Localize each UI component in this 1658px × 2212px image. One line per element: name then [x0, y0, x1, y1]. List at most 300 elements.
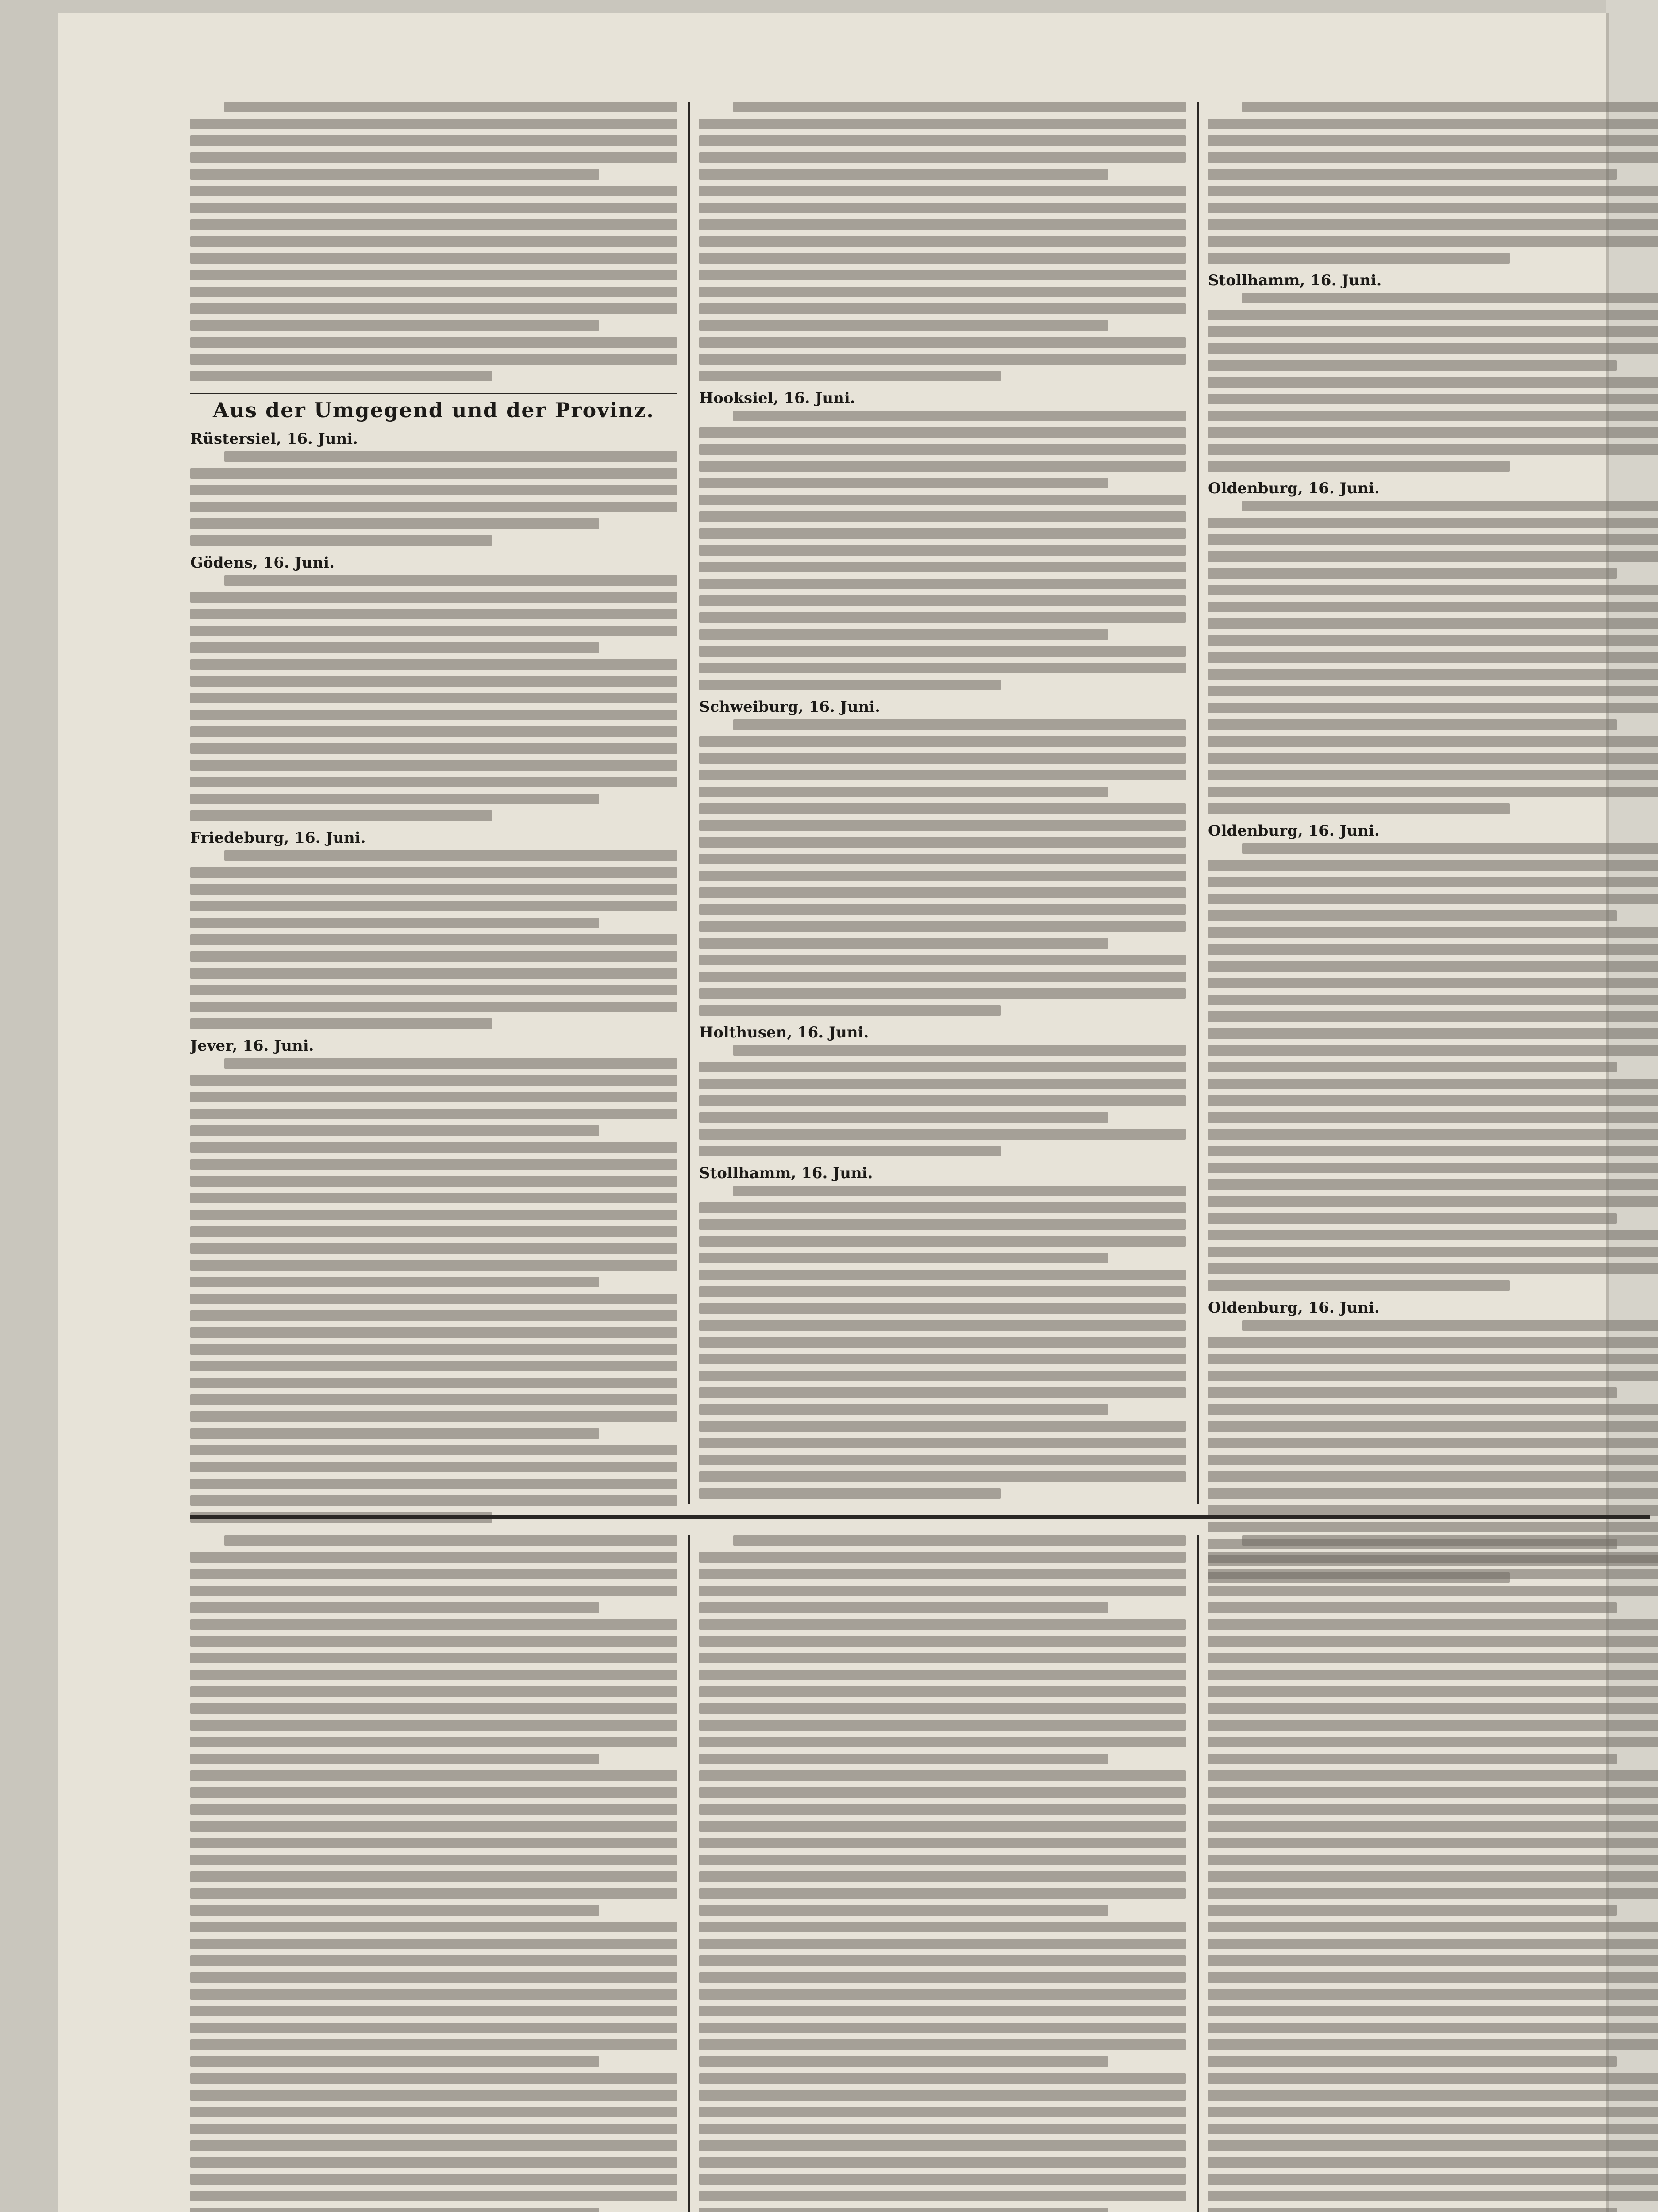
text-line-placeholder — [190, 2023, 677, 2033]
text-line-placeholder — [699, 169, 1108, 180]
text-line-placeholder — [699, 1602, 1108, 1613]
text-line-placeholder — [1208, 186, 1658, 196]
text-line-placeholder — [733, 1186, 1186, 1196]
text-line-placeholder — [1208, 1505, 1658, 1516]
text-line-placeholder — [699, 461, 1186, 472]
text-line-placeholder — [1208, 1787, 1658, 1798]
text-line-placeholder — [1208, 2107, 1658, 2117]
text-line-placeholder — [190, 152, 677, 163]
text-line-placeholder — [699, 2157, 1186, 2168]
text-line-placeholder — [190, 169, 599, 180]
text-line-placeholder — [1208, 1888, 1658, 1899]
text-line-placeholder — [224, 102, 677, 112]
text-line-placeholder — [699, 562, 1186, 572]
text-line-placeholder — [699, 2191, 1186, 2201]
text-line-placeholder — [699, 253, 1186, 264]
text-line-placeholder — [1208, 585, 1658, 595]
text-line-placeholder — [699, 511, 1186, 522]
dateline: Hooksiel, 16. Juni. — [699, 389, 855, 407]
text-line-placeholder — [190, 985, 677, 995]
text-line-placeholder — [224, 850, 677, 861]
text-line-placeholder — [224, 1058, 677, 1069]
dateline: Holthusen, 16. Juni. — [699, 1024, 869, 1041]
text-line-placeholder — [699, 495, 1186, 505]
text-line-placeholder — [1208, 602, 1658, 612]
text-line-placeholder — [699, 303, 1186, 314]
column-left — [190, 102, 677, 1531]
text-line-placeholder — [699, 1939, 1186, 1949]
dateline: Oldenburg, 16. Juni. — [1208, 1299, 1380, 1317]
text-line-placeholder — [190, 1125, 599, 1136]
text-line-placeholder — [190, 1737, 677, 1747]
text-line-placeholder — [699, 1871, 1186, 1882]
section-divider — [190, 393, 677, 394]
text-line-placeholder — [1208, 1955, 1658, 1966]
article-text-block — [190, 1058, 677, 1523]
text-line-placeholder — [1208, 135, 1658, 146]
text-line-placeholder — [190, 794, 599, 804]
text-line-placeholder — [190, 1955, 677, 1966]
text-line-placeholder — [1208, 1905, 1617, 1916]
text-line-placeholder — [1208, 1653, 1658, 1663]
text-line-placeholder — [733, 102, 1186, 112]
text-line-placeholder — [1208, 326, 1658, 337]
text-line-placeholder — [1208, 686, 1658, 696]
text-line-placeholder — [1208, 1686, 1658, 1697]
text-line-placeholder — [190, 951, 677, 962]
text-line-placeholder — [1208, 219, 1658, 230]
text-line-placeholder — [699, 337, 1186, 348]
text-line-placeholder — [190, 253, 677, 264]
column-middle — [699, 102, 1186, 1507]
text-line-placeholder — [190, 1344, 677, 1355]
text-line-placeholder — [1208, 2174, 1658, 2185]
text-line-placeholder — [1208, 444, 1658, 455]
text-line-placeholder — [699, 1905, 1108, 1916]
text-line-placeholder — [699, 770, 1186, 780]
text-line-placeholder — [190, 1754, 599, 1764]
text-line-placeholder — [190, 1394, 677, 1405]
text-line-placeholder — [1208, 860, 1658, 871]
text-line-placeholder — [1208, 1129, 1658, 1140]
article-text-block — [699, 719, 1186, 1016]
text-line-placeholder — [190, 2073, 677, 2084]
text-line-placeholder — [699, 528, 1186, 539]
text-line-placeholder — [190, 777, 677, 787]
text-line-placeholder — [1208, 360, 1617, 371]
text-line-placeholder — [190, 485, 677, 495]
dateline: Stollhamm, 16. Juni. — [699, 1164, 873, 1182]
text-line-placeholder — [699, 837, 1186, 848]
text-line-placeholder — [190, 1142, 677, 1153]
text-line-placeholder — [1208, 411, 1658, 421]
text-line-placeholder — [190, 320, 599, 331]
text-line-placeholder — [1208, 1602, 1617, 1613]
text-line-placeholder — [699, 904, 1186, 915]
text-line-placeholder — [1208, 394, 1658, 404]
text-line-placeholder — [1208, 961, 1658, 972]
text-line-placeholder — [190, 1905, 599, 1916]
text-line-placeholder — [190, 918, 599, 928]
text-line-placeholder — [1208, 1586, 1658, 1596]
text-line-placeholder — [190, 1552, 677, 1563]
text-line-placeholder — [190, 1075, 677, 1086]
text-line-placeholder — [699, 1471, 1186, 1482]
text-line-placeholder — [1208, 2157, 1658, 2168]
text-line-placeholder — [699, 444, 1186, 455]
text-line-placeholder — [1208, 1146, 1658, 1156]
newspaper-page — [58, 13, 1606, 2212]
text-line-placeholder — [699, 1787, 1186, 1798]
text-line-placeholder — [1242, 1320, 1658, 1331]
text-line-placeholder — [699, 2023, 1186, 2033]
text-line-placeholder — [699, 1253, 1108, 1263]
text-line-placeholder — [190, 743, 677, 754]
text-line-placeholder — [190, 1109, 677, 1119]
text-line-placeholder — [699, 1421, 1186, 1432]
text-line-placeholder — [1208, 427, 1658, 438]
text-line-placeholder — [1208, 1720, 1658, 1731]
text-line-placeholder — [1208, 1569, 1658, 1579]
feuilleton-divider — [190, 1515, 1650, 1519]
text-line-placeholder — [1208, 2023, 1658, 2033]
text-line-placeholder — [224, 575, 677, 586]
text-line-placeholder — [1242, 293, 1658, 303]
text-line-placeholder — [699, 1320, 1186, 1331]
text-line-placeholder — [699, 1989, 1186, 2000]
text-line-placeholder — [190, 1989, 677, 2000]
text-line-placeholder — [699, 2174, 1186, 2185]
text-line-placeholder — [1208, 877, 1658, 887]
text-line-placeholder — [699, 1838, 1186, 1848]
dateline: Oldenburg, 16. Juni. — [1208, 822, 1380, 840]
text-line-placeholder — [190, 810, 492, 821]
text-line-placeholder — [190, 760, 677, 771]
text-line-placeholder — [1208, 1011, 1658, 1022]
text-line-placeholder — [190, 1939, 677, 1949]
text-line-placeholder — [1208, 1213, 1617, 1224]
dateline: Rüstersiel, 16. Juni. — [190, 430, 358, 448]
text-line-placeholder — [1208, 1552, 1658, 1563]
text-line-placeholder — [190, 135, 677, 146]
text-line-placeholder — [1208, 1371, 1658, 1381]
text-line-placeholder — [699, 1455, 1186, 1465]
text-line-placeholder — [699, 1972, 1186, 1983]
text-line-placeholder — [1208, 310, 1658, 320]
text-line-placeholder — [1208, 753, 1658, 764]
text-line-placeholder — [190, 1619, 677, 1630]
text-line-placeholder — [190, 1018, 492, 1029]
text-line-placeholder — [699, 680, 1001, 690]
text-line-placeholder — [699, 1955, 1186, 1966]
column-rule — [688, 102, 690, 1504]
text-line-placeholder — [699, 1586, 1186, 1596]
text-line-placeholder — [1208, 2056, 1617, 2067]
text-line-placeholder — [190, 901, 677, 911]
text-line-placeholder — [1208, 2090, 1658, 2101]
text-line-placeholder — [190, 1428, 599, 1439]
dateline: Friedeburg, 16. Juni. — [190, 829, 366, 847]
text-line-placeholder — [699, 2090, 1186, 2101]
text-line-placeholder — [699, 736, 1186, 747]
text-line-placeholder — [190, 354, 677, 365]
text-line-placeholder — [1208, 1522, 1658, 1532]
text-line-placeholder — [190, 502, 677, 512]
text-line-placeholder — [190, 1787, 677, 1798]
text-line-placeholder — [190, 270, 677, 280]
text-line-placeholder — [1208, 2140, 1658, 2151]
text-line-placeholder — [733, 1535, 1186, 1546]
text-line-placeholder — [699, 1619, 1186, 1630]
article-text-block — [190, 575, 677, 821]
text-line-placeholder — [699, 236, 1186, 247]
text-line-placeholder — [190, 518, 599, 529]
text-line-placeholder — [1208, 2039, 1658, 2050]
text-line-placeholder — [699, 1146, 1001, 1156]
text-line-placeholder — [1208, 343, 1658, 354]
text-line-placeholder — [1208, 1062, 1617, 1072]
text-line-placeholder — [190, 1002, 677, 1012]
text-line-placeholder — [699, 1337, 1186, 1348]
text-line-placeholder — [190, 1445, 677, 1455]
text-line-placeholder — [699, 1670, 1186, 1680]
text-line-placeholder — [1208, 995, 1658, 1005]
text-line-placeholder — [190, 2039, 677, 2050]
text-line-placeholder — [699, 135, 1186, 146]
text-line-placeholder — [699, 1286, 1186, 1297]
text-line-placeholder — [1208, 1871, 1658, 1882]
article-text-block — [699, 1186, 1186, 1499]
text-line-placeholder — [190, 676, 677, 687]
text-line-placeholder — [1208, 1939, 1658, 1949]
text-line-placeholder — [699, 1855, 1186, 1865]
text-line-placeholder — [1208, 1112, 1658, 1123]
column-right — [1208, 102, 1658, 1591]
text-line-placeholder — [699, 545, 1186, 556]
text-line-placeholder — [190, 884, 677, 895]
text-line-placeholder — [699, 1552, 1186, 1563]
text-line-placeholder — [733, 719, 1186, 730]
feuilleton-column-middle — [699, 1535, 1186, 2212]
article-text-block — [190, 850, 677, 1029]
text-line-placeholder — [190, 186, 677, 196]
text-line-placeholder — [1208, 894, 1658, 904]
text-line-placeholder — [1242, 501, 1658, 511]
text-line-placeholder — [699, 1569, 1186, 1579]
text-line-placeholder — [699, 1005, 1001, 1016]
text-line-placeholder — [699, 2208, 1108, 2212]
text-line-placeholder — [224, 1535, 677, 1546]
article-text-block — [699, 1045, 1186, 1156]
text-line-placeholder — [699, 1219, 1186, 1230]
text-line-placeholder — [1208, 652, 1658, 663]
text-line-placeholder — [1208, 910, 1617, 921]
text-line-placeholder — [190, 1495, 677, 1506]
text-line-placeholder — [190, 968, 677, 979]
text-line-placeholder — [190, 1703, 677, 1714]
text-line-placeholder — [699, 1703, 1186, 1714]
text-line-placeholder — [699, 152, 1186, 163]
text-line-placeholder — [699, 612, 1186, 623]
dateline: Gödens, 16. Juni. — [190, 554, 335, 572]
text-line-placeholder — [190, 468, 677, 479]
text-line-placeholder — [190, 726, 677, 737]
text-line-placeholder — [190, 1176, 677, 1187]
text-line-placeholder — [190, 1636, 677, 1647]
text-line-placeholder — [1242, 1535, 1658, 1546]
text-line-placeholder — [1208, 1670, 1658, 1680]
text-line-placeholder — [699, 753, 1186, 764]
text-line-placeholder — [190, 592, 677, 603]
text-line-placeholder — [699, 1770, 1186, 1781]
text-line-placeholder — [1208, 1404, 1658, 1415]
article-text-block — [190, 102, 677, 381]
article-text-block — [699, 102, 1186, 381]
text-line-placeholder — [699, 803, 1186, 814]
text-line-placeholder — [190, 1770, 677, 1781]
text-line-placeholder — [699, 1095, 1186, 1106]
column-rule — [688, 1535, 690, 2212]
text-line-placeholder — [190, 1602, 599, 1613]
text-line-placeholder — [699, 938, 1108, 949]
text-line-placeholder — [699, 1303, 1186, 1314]
text-line-placeholder — [699, 1720, 1186, 1731]
text-line-placeholder — [1208, 1737, 1658, 1747]
text-line-placeholder — [190, 1871, 677, 1882]
text-line-placeholder — [190, 1294, 677, 1304]
text-line-placeholder — [1208, 978, 1658, 988]
text-line-placeholder — [1208, 377, 1658, 388]
text-line-placeholder — [190, 1686, 677, 1697]
text-line-placeholder — [190, 1569, 677, 1579]
article-text-block — [1208, 843, 1658, 1291]
serial-text-block — [190, 1535, 677, 2212]
text-line-placeholder — [1208, 236, 1658, 247]
text-line-placeholder — [190, 1226, 677, 1237]
text-line-placeholder — [699, 787, 1108, 797]
serial-text-block — [1208, 1535, 1658, 2212]
text-line-placeholder — [190, 2107, 677, 2117]
text-line-placeholder — [190, 535, 492, 546]
text-line-placeholder — [699, 1062, 1186, 1072]
article-text-block — [1208, 501, 1658, 814]
text-line-placeholder — [1208, 1179, 1658, 1190]
text-line-placeholder — [1208, 152, 1658, 163]
text-line-placeholder — [699, 1404, 1108, 1415]
text-line-placeholder — [190, 642, 599, 653]
text-line-placeholder — [1208, 1028, 1658, 1039]
text-line-placeholder — [190, 287, 677, 297]
text-line-placeholder — [699, 2073, 1186, 2084]
text-line-placeholder — [699, 1202, 1186, 1213]
text-line-placeholder — [1208, 1280, 1510, 1291]
text-line-placeholder — [699, 2107, 1186, 2117]
text-line-placeholder — [190, 1855, 677, 1865]
column-rule — [1197, 1535, 1199, 2212]
text-line-placeholder — [699, 186, 1186, 196]
text-line-placeholder — [699, 1686, 1186, 1697]
text-line-placeholder — [1208, 551, 1658, 562]
text-line-placeholder — [1208, 1989, 1658, 2000]
text-line-placeholder — [699, 1922, 1186, 1932]
text-line-placeholder — [1208, 736, 1658, 747]
text-line-placeholder — [1208, 944, 1658, 955]
text-line-placeholder — [190, 2124, 677, 2134]
feuilleton-column-right — [1208, 1535, 1658, 2212]
text-line-placeholder — [1208, 1337, 1658, 1348]
text-line-placeholder — [1208, 1095, 1658, 1106]
text-line-placeholder — [699, 270, 1186, 280]
text-line-placeholder — [190, 2157, 677, 2168]
text-line-placeholder — [699, 119, 1186, 129]
text-line-placeholder — [190, 1462, 677, 1472]
text-line-placeholder — [190, 2140, 677, 2151]
text-line-placeholder — [1208, 1163, 1658, 1173]
text-line-placeholder — [699, 1387, 1186, 1398]
text-line-placeholder — [190, 303, 677, 314]
text-line-placeholder — [699, 1079, 1186, 1089]
text-line-placeholder — [1208, 703, 1658, 713]
text-line-placeholder — [1208, 2073, 1658, 2084]
text-line-placeholder — [190, 2056, 599, 2067]
text-line-placeholder — [699, 427, 1186, 438]
text-line-placeholder — [1208, 1838, 1658, 1848]
text-line-placeholder — [1208, 1247, 1658, 1257]
text-line-placeholder — [1208, 618, 1658, 629]
text-line-placeholder — [699, 2006, 1186, 2016]
text-line-placeholder — [1208, 927, 1658, 938]
text-line-placeholder — [190, 1720, 677, 1731]
text-line-placeholder — [190, 2191, 677, 2201]
text-line-placeholder — [190, 710, 677, 720]
serial-text-block — [699, 1535, 1186, 2212]
text-line-placeholder — [190, 203, 677, 213]
text-line-placeholder — [224, 451, 677, 462]
text-line-placeholder — [699, 887, 1186, 898]
text-line-placeholder — [699, 1804, 1186, 1815]
dateline: Jever, 16. Juni. — [190, 1037, 314, 1055]
text-line-placeholder — [190, 1378, 677, 1388]
text-line-placeholder — [1208, 2006, 1658, 2016]
text-line-placeholder — [1208, 1455, 1658, 1465]
text-line-placeholder — [190, 1653, 677, 1663]
text-line-placeholder — [1208, 1387, 1617, 1398]
article-text-block — [1208, 102, 1658, 264]
text-line-placeholder — [1208, 1636, 1658, 1647]
text-line-placeholder — [190, 1310, 677, 1321]
text-line-placeholder — [1208, 1230, 1658, 1240]
text-line-placeholder — [699, 1270, 1186, 1280]
text-line-placeholder — [1208, 669, 1658, 680]
dateline: Stollhamm, 16. Juni. — [1208, 272, 1382, 289]
text-line-placeholder — [1208, 1263, 1658, 1274]
text-line-placeholder — [1208, 1438, 1658, 1448]
text-line-placeholder — [190, 371, 492, 381]
text-line-placeholder — [190, 2006, 677, 2016]
text-line-placeholder — [190, 1821, 677, 1832]
text-line-placeholder — [699, 1438, 1186, 1448]
text-line-placeholder — [699, 354, 1186, 365]
text-line-placeholder — [1208, 461, 1510, 472]
text-line-placeholder — [190, 1804, 677, 1815]
text-line-placeholder — [1208, 518, 1658, 528]
text-line-placeholder — [190, 1670, 677, 1680]
text-line-placeholder — [190, 867, 677, 878]
text-line-placeholder — [190, 119, 677, 129]
text-line-placeholder — [190, 626, 677, 636]
text-line-placeholder — [699, 1737, 1186, 1747]
text-line-placeholder — [190, 1260, 677, 1271]
